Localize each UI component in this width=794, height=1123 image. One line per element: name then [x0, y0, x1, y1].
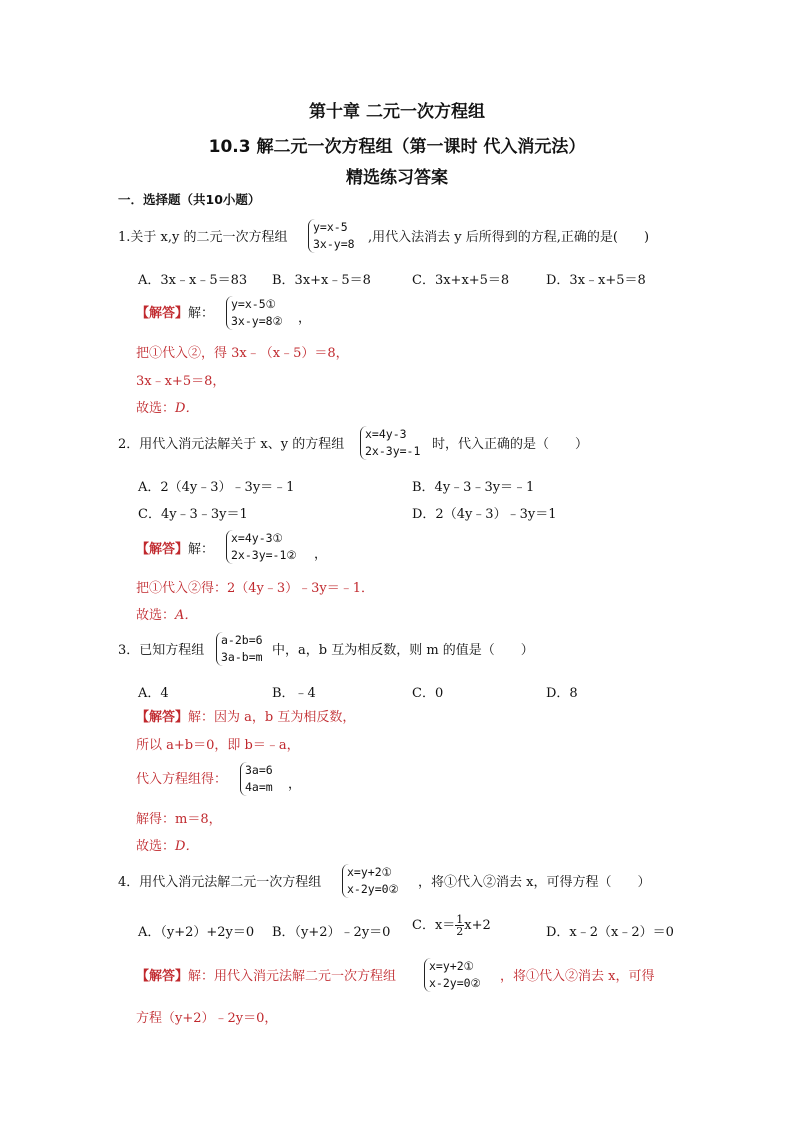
q2-stem-b: 时，代入正确的是（ ） [432, 437, 589, 452]
q1-system [308, 219, 355, 253]
q4-answer-text-c: 方程（y+2）﹣2y＝0， [136, 1011, 278, 1026]
subtitle: 精选练习答案 [346, 168, 448, 188]
q1-system-eq1: y=x-5 [313, 220, 348, 234]
q4-answer-text: 解：用代入消元法解二元一次方程组 [188, 969, 397, 984]
q2-answer-eq1: x=4y-3① [231, 531, 283, 545]
q3-stem-a: 3．已知方程组 [118, 643, 205, 658]
q3-system [216, 632, 263, 666]
q3-choice [136, 838, 198, 856]
q4-option-a: A．（y+2）+2y＝0 [138, 925, 255, 940]
q3-option-a: A．4 [138, 686, 169, 701]
q2-option-c: C．4y﹣3﹣3y＝1 [138, 507, 248, 522]
q2-option-a: A．2（4y﹣3）﹣3y＝﹣1 [138, 480, 295, 495]
answer-tag: 【解答】 [136, 306, 189, 321]
q3-step2-suffix: ， [288, 777, 302, 792]
q4-answer-eq2: x-2y=0② [429, 976, 481, 990]
q4-option-c [412, 914, 491, 937]
q1-answer-system [226, 296, 283, 330]
q1-step1-text: 把①代入②，得 [136, 346, 228, 361]
fraction-one-half [455, 914, 464, 937]
q3-choice-value: D． [175, 839, 199, 854]
q2-choice [136, 607, 197, 625]
q2-system-eq1: x=4y-3 [365, 427, 407, 441]
q1-choice [136, 400, 198, 418]
q4-option-d: D．x﹣2（x﹣2）＝0 [546, 925, 674, 940]
q3-step3: 解得：m＝8， [136, 812, 222, 827]
q2-answer-suffix: ， [314, 547, 328, 562]
q2-choice-label: 故选： [136, 608, 176, 623]
q3-system-eq2: 3a-b=m [221, 650, 263, 664]
q3-step2-system [240, 762, 273, 796]
q2-system-eq2: 2x-3y=-1 [365, 444, 421, 458]
q4-answer-system [424, 958, 481, 992]
lesson-title: 10.3 解二元一次方程组（第一课时 代入消元法） [208, 137, 586, 157]
q3-stem-b: 中，a，b 互为相反数，则 m 的值是（ ） [272, 643, 534, 658]
q1-choice-value: D． [175, 401, 199, 416]
q1-option-d: D．3x﹣x+5＝8 [546, 273, 646, 288]
q1-answer-eq1: y=x-5① [231, 297, 276, 311]
q1-answer-suffix: ， [298, 311, 312, 326]
q3-option-b: B．﹣4 [272, 686, 316, 701]
q2-answer-eq2: 2x-3y=-1② [231, 548, 297, 562]
q2-choice-value: A． [175, 608, 198, 623]
q3-option-c: C．0 [412, 686, 444, 701]
q3-answer-line: 解：因为 a，b 互为相反数， [188, 710, 356, 725]
q3-system-eq1: a-2b=6 [221, 633, 263, 647]
q1-system-eq2: 3x-y=8 [313, 237, 355, 251]
q1-stem-a: 1.关于 x,y 的二元一次方程组 [118, 230, 288, 245]
q1-step1-eq: 3x﹣（x﹣5）＝8， [231, 346, 349, 361]
q2-answer-system [226, 530, 297, 564]
answer-tag: 【解答】 [136, 969, 189, 984]
q4-answer-eq1: x=y+2① [429, 959, 474, 973]
q3-step2-label: 代入方程组得： [136, 772, 228, 787]
q2-answer-prefix: 解： [188, 542, 215, 557]
q1-choice-label: 故选： [136, 401, 176, 416]
q4-answer-text-b: ，将①代入②消去 x，可得 [500, 969, 655, 984]
q4-option-b: B．（y+2）﹣2y＝0 [272, 925, 391, 940]
q4-answer-head [136, 968, 396, 986]
q2-option-d: D．2（4y﹣3）﹣3y＝1 [412, 507, 557, 522]
q4-system-eq1: x=y+2① [347, 865, 392, 879]
fraction-numerator: 1 [456, 913, 464, 926]
q2-answer-head [136, 541, 214, 559]
q3-step1: 所以 a+b＝0，即 b＝﹣a， [136, 738, 300, 753]
q1-answer-eq2: 3x-y=8② [231, 314, 283, 328]
q2-system [360, 426, 420, 460]
answer-tag: 【解答】 [136, 710, 189, 725]
q1-step1 [136, 345, 349, 363]
q1-option-a: A．3x﹣x﹣5＝83 [138, 273, 248, 288]
q1-answer-head [136, 305, 214, 323]
q4-option-c-tail: x+2 [464, 918, 491, 933]
q4-option-c-label: C．x＝ [412, 918, 456, 933]
q3-step2-eq2: 4a=m [245, 780, 273, 794]
q3-choice-label: 故选： [136, 839, 176, 854]
q3-step2-eq1: 3a=6 [245, 763, 273, 777]
q4-stem-a: 4．用代入消元法解二元一次方程组 [118, 875, 322, 890]
q2-option-b: B．4y﹣3﹣3y＝﹣1 [412, 480, 535, 495]
q4-stem-b: ，将①代入②消去 x，可得方程（ ） [418, 875, 651, 890]
q1-step2: 3x﹣x+5＝8， [136, 374, 226, 389]
q3-answer-head [136, 709, 355, 727]
chapter-title: 第十章 二元一次方程组 [309, 102, 485, 122]
q2-stem-a: 2．用代入消元法解关于 x、y 的方程组 [118, 437, 345, 452]
answer-tag: 【解答】 [136, 542, 189, 557]
q1-stem-b: ,用代入法消去 y 后所得到的方程,正确的是( ) [368, 230, 650, 245]
q4-system [342, 864, 399, 898]
fraction-denominator: 2 [456, 925, 464, 938]
q1-answer-prefix: 解： [188, 306, 215, 321]
q1-option-b: B．3x+x﹣5＝8 [272, 273, 371, 288]
q4-system-eq2: x-2y=0② [347, 882, 399, 896]
section-heading: 一．选择题（共10小题） [118, 192, 261, 207]
q3-option-d: D．8 [546, 686, 578, 701]
q1-option-c: C．3x+x+5＝8 [412, 273, 510, 288]
q2-step1: 把①代入②得：2（4y﹣3）﹣3y＝﹣1． [136, 581, 375, 596]
